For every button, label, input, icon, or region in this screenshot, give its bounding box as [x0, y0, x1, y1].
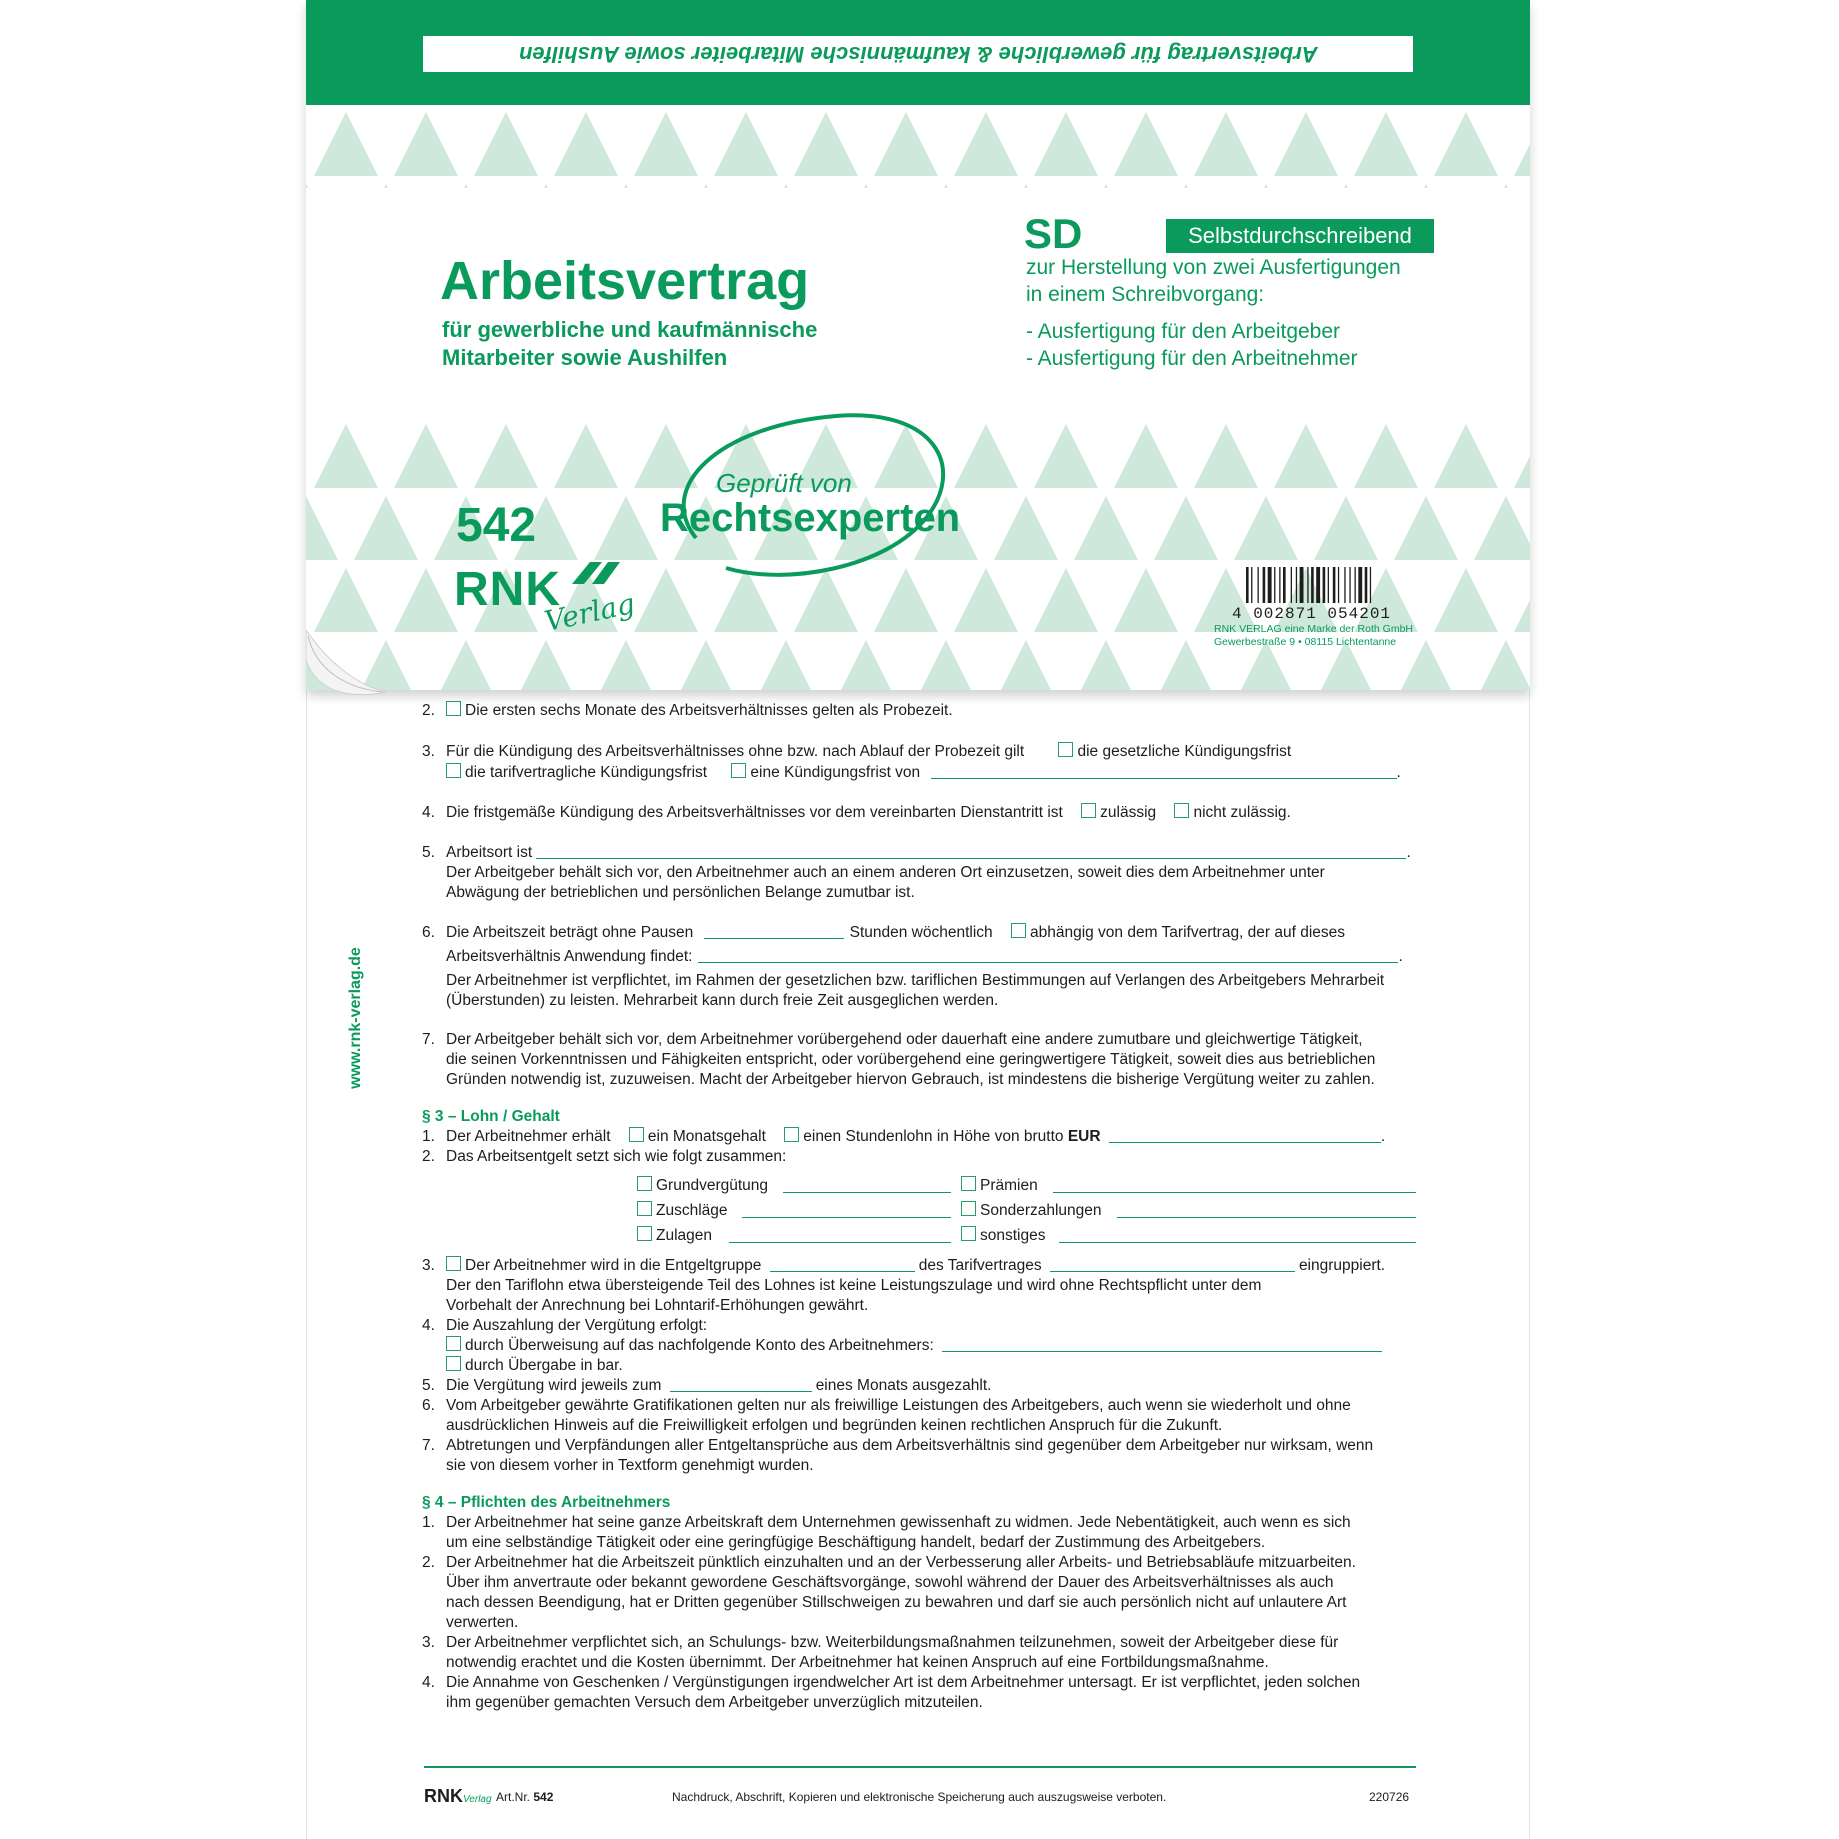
pattern-triangle — [474, 112, 538, 176]
copy-employee: - Ausfertigung für den Arbeitnehmer — [1026, 347, 1358, 370]
pattern-triangle — [1114, 112, 1178, 176]
pattern-triangle — [594, 640, 658, 690]
allowances-field[interactable] — [729, 1241, 951, 1243]
pattern-triangle — [394, 424, 458, 488]
barcode-bar — [1333, 567, 1336, 603]
pattern-triangle — [1434, 424, 1498, 488]
pattern-triangle — [1474, 496, 1530, 560]
barcode-bar — [1307, 567, 1308, 603]
footer-rule — [424, 1766, 1416, 1768]
footer-article: Art.Nr. 542 — [496, 1790, 554, 1804]
tariff-hours-checkbox[interactable] — [1011, 923, 1026, 938]
barcode-bar — [1296, 567, 1297, 603]
pattern-triangle — [1474, 184, 1530, 188]
clause-4-2b: Über ihm anvertraute oder bekannt gewordene Geschäftsvorgänge, sowohl während der Dauer des Arbeitsverhältnisses als auch — [446, 1574, 1334, 1591]
pattern-triangle — [1274, 424, 1338, 488]
pay-group-checkbox[interactable] — [446, 1256, 461, 1271]
bonus-field[interactable] — [1053, 1191, 1416, 1193]
banner-label-box — [423, 36, 1413, 72]
pattern-triangle — [306, 496, 338, 560]
pattern-triangle — [1034, 568, 1098, 632]
monthly-salary-checkbox[interactable] — [629, 1127, 644, 1142]
clause-4-2c: nach dessen Beendigung, hat er Dritten gegenüber Stillschweigen zu bewahren und darf sie auch persönlich nicht auf unlautere Art — [446, 1594, 1347, 1611]
pattern-triangle — [754, 184, 818, 188]
pattern-triangle — [1434, 568, 1498, 632]
cover-banner — [306, 0, 1530, 105]
pattern-triangle — [994, 640, 1058, 690]
pattern-triangle — [994, 496, 1058, 560]
clause-3-7a: 7. Abtretungen und Verpfändungen aller Entgeltansprüche aus dem Arbeitsverhältnis sind gegenüber dem Arbeitgeber nur wirksam, wenn — [422, 1437, 1374, 1454]
pattern-triangle — [354, 184, 418, 188]
pattern-triangle — [306, 184, 338, 188]
section-4-heading: § 4 – Pflichten des Arbeitnehmers — [422, 1494, 671, 1511]
pattern-triangle — [354, 496, 418, 560]
special-payments-field[interactable] — [1117, 1216, 1416, 1218]
pattern-triangle — [1154, 640, 1218, 690]
pattern-triangle — [554, 112, 618, 176]
website-url: www.rnk-verlag.de — [347, 947, 364, 1089]
tariff-notice-checkbox[interactable] — [446, 763, 461, 778]
barcode-bar — [1279, 567, 1280, 603]
clause-3-6b: ausdrücklichen Hinweis auf die Freiwilligkeit erfolgen und begründen keinen rechtlichen Anspruch für die Zukunft. — [446, 1417, 1223, 1434]
pattern-triangle — [434, 184, 498, 188]
barcode-bar — [1246, 567, 1249, 603]
barcode-bar — [1365, 567, 1368, 603]
pattern-triangle — [1234, 496, 1298, 560]
custom-notice-checkbox[interactable] — [731, 763, 746, 778]
pattern-triangle — [1114, 424, 1178, 488]
pattern-triangle — [1154, 496, 1218, 560]
pattern-triangle — [1114, 568, 1178, 632]
barcode-bar — [1349, 567, 1350, 603]
clause-3-4b: durch Überweisung auf das nachfolgende Konto des Arbeitnehmers: — [422, 1336, 1440, 1356]
clause-2-5b: Der Arbeitgeber behält sich vor, den Arbeitnehmer auch an einem anderen Ort einzusetzen, soweit dies dem Arbeitnehmer unter — [446, 864, 1325, 881]
document-title: Arbeitsvertrag — [440, 251, 810, 311]
clause-2-2: 2. Die ersten sechs Monate des Arbeitsverhältnisses gelten als Probezeit. — [422, 702, 953, 719]
ean-number: 4 002871 054201 — [1232, 605, 1392, 623]
pattern-triangle — [754, 640, 818, 690]
logo-arrow-icon — [572, 560, 620, 586]
clause-3-3a: 3. Der Arbeitnehmer wird in die Entgeltgruppe des Tarifvertrages eingruppiert. — [422, 1257, 1386, 1274]
clause-2-3b: die tarifvertragliche Kündigungsfrist eine Kündigungsfrist von . — [422, 763, 1440, 783]
bonus-item[interactable]: Prämien — [961, 1176, 1038, 1195]
clause-3-6a: 6. Vom Arbeitgeber gewährte Gratifikationen gelten nur als freiwillige Leistungen des Arbeitgebers, auch wenn sie wiederholt und ohne — [422, 1397, 1351, 1414]
clause-2-7a: 7. Der Arbeitgeber behält sich vor, dem Arbeitnehmer vorübergehend oder dauerhaft eine andere zumutbare und gleichwertige Tätigkeit, — [422, 1031, 1363, 1048]
expert-seal: Geprüft von Rechtsexperten — [636, 408, 966, 588]
footer-logo: RNKVerlag — [424, 1786, 492, 1806]
clause-2-6b: Arbeitsverhältnis Anwendung findet: . — [446, 948, 1403, 965]
pattern-triangle — [1354, 112, 1418, 176]
weekly-hours-field[interactable] — [704, 924, 844, 939]
clause-4-3a: 3. Der Arbeitnehmer verpflichtet sich, an Schulungs- bzw. Weiterbildungsmaßnahmen teilzunehmen, soweit der Arbeitgeber diese für — [422, 1634, 1339, 1651]
pattern-triangle — [1514, 424, 1530, 488]
pattern-triangle — [1194, 424, 1258, 488]
legal-notice-checkbox[interactable] — [1058, 742, 1073, 757]
publisher-imprint: RNK VERLAG eine Marke der Roth GmbH — [1214, 623, 1413, 635]
pattern-triangle — [594, 184, 658, 188]
pattern-triangle — [434, 640, 498, 690]
sd-copies-list — [1026, 318, 1358, 372]
pattern-triangle — [394, 112, 458, 176]
clause-3-2: 2. Das Arbeitsentgelt setzt sich wie folgt zusammen: — [422, 1148, 787, 1165]
other-pay-field[interactable] — [1059, 1241, 1416, 1243]
barcode-bar — [1370, 567, 1371, 603]
pattern-triangle — [914, 184, 978, 188]
pattern-triangle — [1034, 112, 1098, 176]
pattern-triangle — [914, 640, 978, 690]
banner-text: Arbeitsvertrag für gewerbliche & kaufmännische Mitarbeiter sowie Aushilfen — [518, 42, 1318, 67]
sd-badge: Selbstdurchschreibend — [1166, 219, 1434, 253]
clause-2-4: 4. Die fristgemäße Kündigung des Arbeitsverhältnisses vor dem vereinbarten Dienstantritt ist zulässig nicht zulässig. — [422, 804, 1291, 821]
clause-2-5c: Abwägung der betrieblichen und persönlichen Belange zumutbar ist. — [446, 884, 915, 901]
pattern-triangle — [834, 184, 898, 188]
pattern-triangle — [1394, 184, 1458, 188]
barcode-bar — [1355, 567, 1356, 603]
barcode-bar — [1263, 567, 1266, 603]
clause-2-7b: die seinen Vorkenntnissen und Fähigkeiten entspricht, oder vorübergehend eine geringwertigere Tätigkeit, soweit dies aus betrieblichen — [446, 1051, 1376, 1068]
clause-3-4a: 4. Die Auszahlung der Vergütung erfolgt: — [422, 1317, 708, 1334]
allowances-item[interactable]: Zulagen — [637, 1226, 712, 1245]
pattern-triangle — [514, 640, 578, 690]
barcode-bar — [1316, 567, 1320, 603]
pattern-triangle — [1074, 640, 1138, 690]
notice-period-field[interactable] — [931, 764, 1397, 779]
document-subtitle: für gewerbliche und kaufmännische Mitarbeiter sowie Aushilfen — [442, 317, 818, 370]
tariff-name-field[interactable] — [698, 948, 1398, 963]
clause-2-5a: 5. Arbeitsort ist . — [422, 844, 1411, 861]
clause-4-1a: 1. Der Arbeitnehmer hat seine ganze Arbeitskraft dem Unternehmen gewissenhaft zu widmen. Jede Nebentätigkeit, auch wenn es sich — [422, 1514, 1351, 1531]
sd-description: zur Herstellung von zwei Ausfertigungen in einem Schreibvorgang: — [1026, 256, 1401, 306]
workplace-field[interactable] — [536, 844, 1406, 859]
pattern-triangle — [1234, 184, 1298, 188]
publisher-address: Gewerbestraße 9 • 08115 Lichtentanne — [1214, 636, 1397, 648]
pattern-triangle — [674, 640, 738, 690]
pattern-triangle — [1074, 184, 1138, 188]
hourly-wage-checkbox[interactable] — [784, 1127, 799, 1142]
pattern-triangle — [794, 112, 858, 176]
allowed-checkbox[interactable] — [1081, 803, 1096, 818]
basic-pay-item[interactable]: Grundvergütung — [637, 1176, 768, 1195]
pattern-triangle — [1194, 112, 1258, 176]
pattern-triangle — [394, 568, 458, 632]
pattern-triangle — [314, 424, 378, 488]
special-payments-item[interactable]: Sonderzahlungen — [961, 1201, 1102, 1220]
bank-account-field[interactable] — [942, 1337, 1382, 1352]
pattern-triangle — [1314, 184, 1378, 188]
barcode-bar — [1338, 567, 1339, 603]
pattern-triangle — [954, 112, 1018, 176]
pattern-triangle — [1354, 424, 1418, 488]
clause-3-3c: Vorbehalt der Anrechnung bei Lohntarif-Erhöhungen gewährt. — [446, 1297, 869, 1314]
footer-copyright: Nachdruck, Abschrift, Kopieren und elektronische Speicherung auch auszugsweise verboten. — [672, 1790, 1167, 1804]
barcode-bar — [1268, 567, 1272, 603]
wage-amount-field[interactable] — [1109, 1128, 1381, 1143]
clause-2-3a: 3. Für die Kündigung des Arbeitsverhältnisses ohne bzw. nach Ablauf der Probezeit gilt die gesetzliche Kündigungsfrist — [422, 743, 1292, 760]
pattern-triangle — [1434, 112, 1498, 176]
clause-2-6c: Der Arbeitnehmer ist verpflichtet, im Rahmen der gesetzlichen bzw. tariflichen Bestimmungen auf Verlangen des Arbeitgebers Mehrarbeit — [446, 972, 1385, 989]
pattern-triangle — [634, 112, 698, 176]
tariff-agreement-field[interactable] — [1050, 1257, 1295, 1272]
barcode-bar — [1328, 567, 1329, 603]
pattern-triangle — [1394, 640, 1458, 690]
barcode-bar — [1358, 567, 1362, 603]
pattern-triangle — [1514, 568, 1530, 632]
barcode-bar — [1311, 567, 1314, 603]
clause-4-4a: 4. Die Annahme von Geschenken / Vergünstigungen irgendwelcher Art ist dem Arbeitnehmer untersagt. Er ist verpflichtet, jeden solchen — [422, 1674, 1361, 1691]
pattern-triangle — [554, 424, 618, 488]
copy-employer: - Ausfertigung für den Arbeitgeber — [1026, 320, 1341, 343]
clause-2-6d: (Überstunden) zu leisten. Mehrarbeit kann durch freie Zeit ausgeglichen werden. — [446, 992, 999, 1009]
sd-label: SD — [1024, 210, 1083, 257]
clause-4-2d: verwerten. — [446, 1614, 519, 1631]
rnk-logo: RNK Verlag — [454, 562, 561, 617]
pattern-triangle — [1514, 112, 1530, 176]
clause-4-3b: notwendig erachtet und die Kosten übernimmt. Der Arbeitnehmer hat keinen Anspruch auf eine Fortbildungsmaßnahme. — [446, 1654, 1269, 1671]
probation-checkbox[interactable] — [446, 701, 461, 716]
surcharges-item[interactable]: Zuschläge — [637, 1201, 728, 1220]
pattern-triangle — [514, 184, 578, 188]
footer-date-code: 220726 — [1369, 1790, 1410, 1804]
pattern-triangle — [1074, 496, 1138, 560]
not-allowed-checkbox[interactable] — [1174, 803, 1189, 818]
pattern-triangle — [674, 184, 738, 188]
pattern-triangle — [1274, 112, 1338, 176]
clause-3-5: 5. Die Vergütung wird jeweils zum eines Monats ausgezahlt. — [422, 1377, 992, 1394]
clause-2-6a: 6. Die Arbeitszeit beträgt ohne Pausen Stunden wöchentlich abhängig von dem Tarifvertrag, der auf dieses — [422, 924, 1346, 941]
clause-3-4c: durch Übergabe in bar. — [422, 1356, 1440, 1376]
pattern-triangle — [474, 424, 538, 488]
barcode-bar — [1300, 567, 1304, 603]
barcode-bar — [1274, 567, 1275, 603]
surcharges-field[interactable] — [742, 1216, 951, 1218]
bank-transfer-checkbox[interactable] — [446, 1336, 461, 1351]
pattern-triangle — [714, 112, 778, 176]
cash-payment-checkbox[interactable] — [446, 1356, 461, 1371]
pattern-triangle — [1034, 424, 1098, 488]
clause-3-7b: sie von diesem vorher in Textform genehmigt wurden. — [446, 1457, 814, 1474]
section-3-heading: § 3 – Lohn / Gehalt — [422, 1108, 560, 1125]
clause-2-7c: Gründen notwendig ist, zuzuweisen. Macht der Arbeitgeber hiervon Gebrauch, ist mindestens die bisherige Vergütung weiter zu zahlen. — [446, 1071, 1375, 1088]
clause-4-2a: 2. Der Arbeitnehmer hat die Arbeitszeit pünktlich einzuhalten und an der Verbesserung aller Arbeits- und Betriebsabläufe mitzuarbeiten. — [422, 1554, 1356, 1571]
barcode-bar — [1283, 567, 1286, 603]
barcode-bar — [1251, 567, 1252, 603]
page-curl-icon — [306, 630, 386, 700]
pattern-triangle — [834, 640, 898, 690]
barcode-bar — [1258, 567, 1259, 603]
pattern-triangle — [994, 184, 1058, 188]
barcode-bar — [1291, 567, 1292, 603]
pattern-triangle — [314, 112, 378, 176]
barcode-bar — [1344, 567, 1345, 603]
barcode-bar — [1323, 567, 1326, 603]
pay-day-field[interactable] — [670, 1377, 812, 1392]
article-number: 542 — [456, 499, 537, 552]
pattern-triangle — [1154, 184, 1218, 188]
pattern-triangle — [1314, 496, 1378, 560]
clause-4-4b: ihm gegenüber gemachten Versuch dem Arbeitgeber unverzüglich mitzuteilen. — [446, 1694, 983, 1711]
basic-pay-field[interactable] — [783, 1191, 951, 1193]
clause-3-3b: Der den Tariflohn etwa übersteigende Teil des Lohnes ist keine Leistungszulage und wird ohne Rechtspflicht unter dem — [446, 1277, 1262, 1294]
pattern-triangle — [314, 568, 378, 632]
triangle-pattern-top — [306, 108, 1530, 188]
pattern-triangle — [1474, 640, 1530, 690]
other-pay-item[interactable]: sonstiges — [961, 1226, 1045, 1245]
clause-4-1b: um eine selbständige Tätigkeit oder eine geringfügige Beschäftigung handelt, bedarf der Zustimmung des Arbeitgebers. — [446, 1534, 1266, 1551]
pattern-triangle — [874, 112, 938, 176]
clause-3-1: 1. Der Arbeitnehmer erhält ein Monatsgehalt einen Stundenlohn in Höhe von brutto EUR . — [422, 1128, 1386, 1145]
pattern-triangle — [1394, 496, 1458, 560]
pay-group-field[interactable] — [770, 1257, 915, 1272]
cover-sheet — [306, 0, 1530, 690]
